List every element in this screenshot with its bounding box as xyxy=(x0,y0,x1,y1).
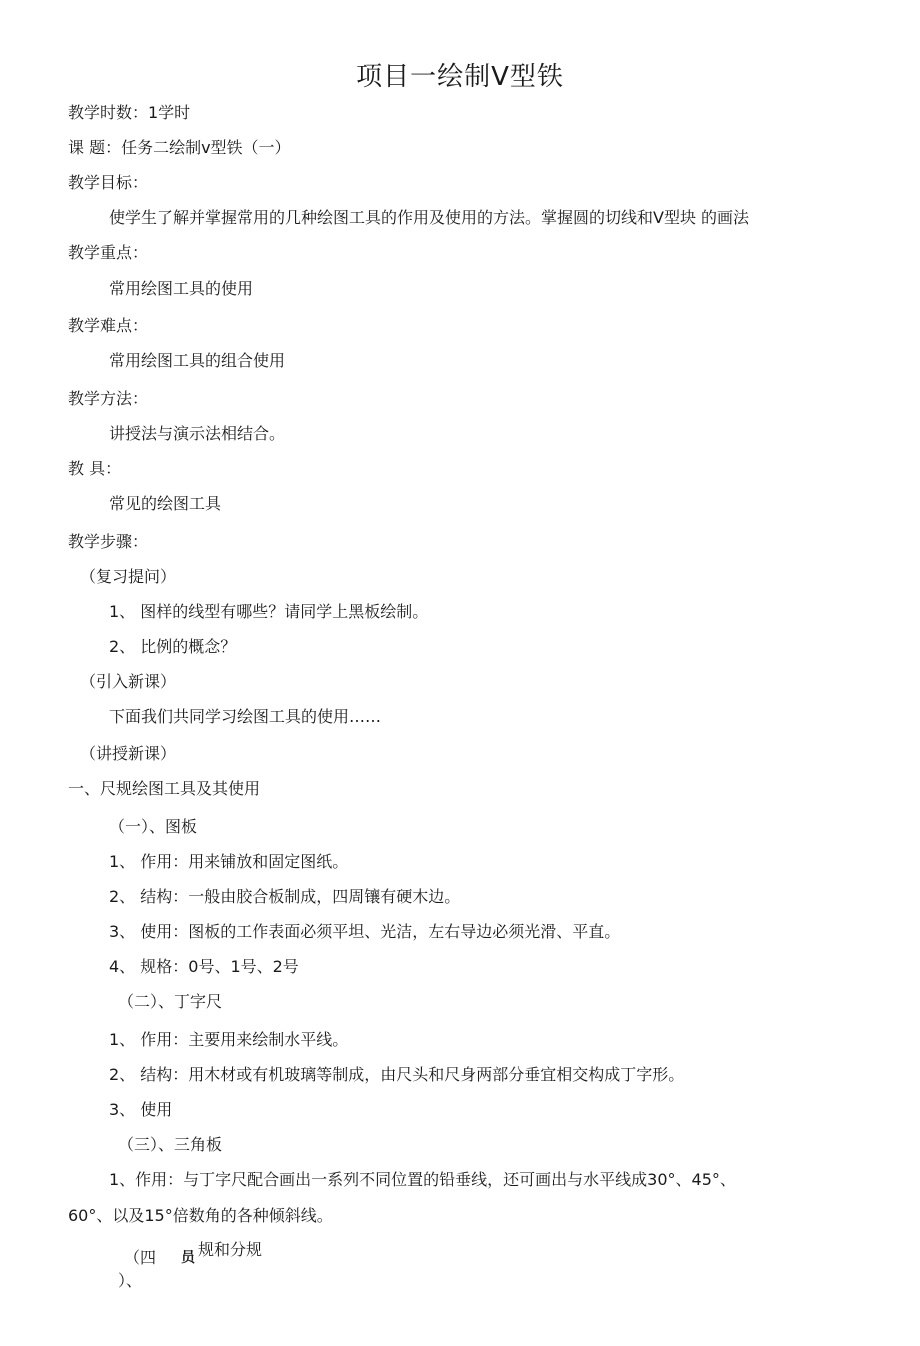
goal-label: 教学目标： xyxy=(68,173,149,192)
goal-text: 使学生了解并掌握常用的几种绘图工具的作用及使用的方法。掌握圆的切线和V型块 的画法 xyxy=(109,208,750,227)
tools-text: 常见的绘图工具 xyxy=(109,494,222,513)
difficulty-text: 常用绘图工具的组合使用 xyxy=(109,351,286,370)
teaching-hours: 教学时数：1学时 xyxy=(68,103,191,122)
review-item-1: 1、 图样的线型有哪些？请同学上黑板绘制。 xyxy=(109,602,429,621)
subsection-t-square: （二）、丁字尺 xyxy=(118,992,223,1011)
intro-text: 下面我们共同学习绘图工具的使用…… xyxy=(109,707,382,726)
subsection-triangle: （三）、三角板 xyxy=(118,1135,223,1154)
subsection-4-close: ）、 xyxy=(118,1271,143,1290)
method-text: 讲授法与演示法相结合。 xyxy=(109,424,286,443)
review-heading: （复习提问） xyxy=(80,567,177,586)
focus-text: 常用绘图工具的使用 xyxy=(109,279,254,298)
method-label: 教学方法： xyxy=(68,389,149,408)
subsection-4-glyph: 员 xyxy=(181,1250,195,1266)
focus-label: 教学重点： xyxy=(68,243,149,262)
list-item: 4、 规格：0号、1号、2号 xyxy=(109,957,299,976)
list-item: 1、 作用：用来铺放和固定图纸。 xyxy=(109,852,349,871)
list-item-continued: 60°、以及15°倍数角的各种倾斜线。 xyxy=(68,1206,333,1225)
page-title: 项目一绘制V型铁 xyxy=(356,62,564,92)
teach-heading: （讲授新课） xyxy=(80,744,177,763)
lesson-topic: 课 题：任务二绘制v型铁（一） xyxy=(68,138,291,157)
section-heading-1: 一、尺规绘图工具及其使用 xyxy=(68,779,261,798)
intro-heading: （引入新课） xyxy=(80,672,177,691)
steps-label: 教学步骤： xyxy=(68,532,149,551)
difficulty-label: 教学难点： xyxy=(68,316,149,335)
list-item: 2、 结构：用木材或有机玻璃等制成，由尺头和尺身两部分垂宜相交构成丁字形。 xyxy=(109,1065,685,1084)
review-item-2: 2、 比例的概念？ xyxy=(109,637,237,656)
list-item: 1、 作用：主要用来绘制水平线。 xyxy=(109,1030,349,1049)
list-item: 2、 结构：一般由胶合板制成，四周镶有硬木边。 xyxy=(109,887,461,906)
list-item: 3、 使用：图板的工作表面必须平坦、光洁，左右导边必须光滑、平直。 xyxy=(109,922,621,941)
list-item: 1、作用：与丁字尺配合画出一系列不同位置的铅垂线，还可画出与水平线成30°、45°、 xyxy=(109,1170,736,1189)
list-item: 3、 使用 xyxy=(109,1100,173,1119)
subsection-drawing-board: （一）、图板 xyxy=(109,817,198,836)
subsection-compass: 规和分规 xyxy=(198,1240,263,1259)
subsection-4-open: （四 xyxy=(124,1248,157,1267)
tools-label: 教 具： xyxy=(68,459,122,478)
